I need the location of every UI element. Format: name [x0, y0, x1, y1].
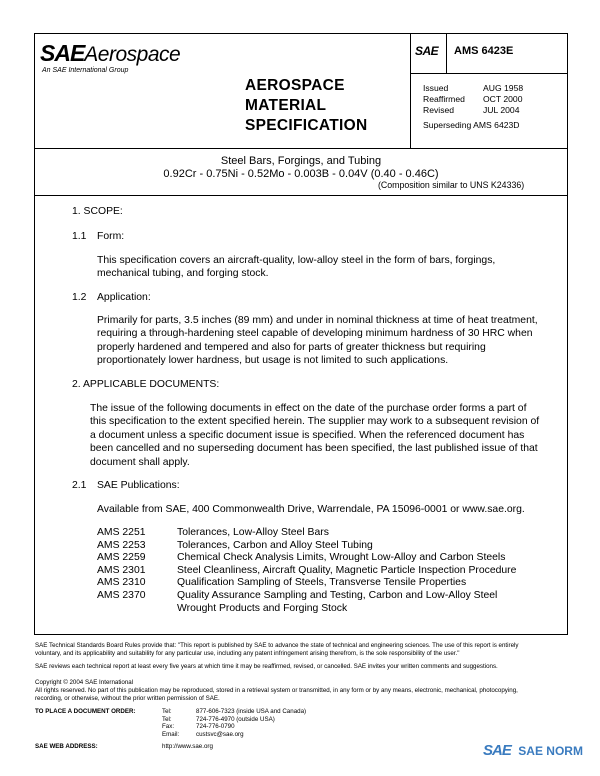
text-line: document shall apply.	[90, 456, 190, 468]
text-line: All rights reserved. No part of this publication may be reproduced, stored in a retrieval system or transmitted, in any form or by any means, electronic, mechanical, photocopying,	[35, 687, 518, 694]
sae-mark: SAE	[415, 44, 439, 58]
document-row	[97, 540, 516, 553]
title-divider	[34, 195, 568, 196]
dates-block	[423, 83, 523, 116]
header-title-line-1: AEROSPACE	[245, 77, 345, 94]
text-line: mechanical tubing, and forging stock.	[97, 268, 269, 280]
email-link[interactable]: custsvc@sae.org	[196, 730, 244, 738]
spec-title-line-1: Steel Bars, Forgings, and Tubing	[220, 155, 382, 167]
document-title: Chemical Check Analysis Limits, Wrought Low-Alloy and Carbon Steels	[177, 552, 506, 564]
document-code: AMS 2370	[97, 589, 146, 601]
footer-copyright: Copyright © 2004 SAE International	[35, 679, 134, 686]
header-title-line-3: SPECIFICATION	[245, 117, 368, 134]
sae-aerospace-logo	[40, 40, 180, 67]
header-title	[245, 76, 367, 136]
issued-value: AUG 1958	[483, 83, 524, 93]
section-1-heading: 1. SCOPE:	[72, 206, 123, 217]
section-1-1-text	[97, 254, 495, 281]
document-row	[97, 565, 516, 578]
text-line: voluntary, and its applicability and suitability for any particular use, including any patent infringement arising therefrom, is the sole responsibility of the user."	[35, 649, 460, 657]
doc-number: AMS 6423E	[454, 45, 514, 57]
document-title: Tolerances, Carbon and Alloy Steel Tubing	[177, 539, 373, 551]
supersedes: Superseding AMS 6423D	[423, 120, 520, 130]
text-line: a document unless a specific document issue is specified. When the referenced document has	[90, 429, 525, 441]
header-title-line-2: MATERIAL	[245, 97, 327, 114]
text-line: Primarily for parts, 3.5 inches (89 mm) and under in nominal thickness at time of heat treatment,	[97, 315, 538, 326]
document-row	[97, 577, 516, 590]
contact-label: Tel:	[162, 708, 172, 715]
document-title: Quality Assurance Sampling and Testing, Carbon and Low-Alloy Steel	[177, 589, 498, 601]
sae-mark-divider	[446, 33, 447, 73]
stamp-sae-text: SAE	[483, 742, 511, 759]
section-1-1-number: 1.1	[72, 231, 87, 242]
text-line: been cancelled and no superseding document has been specified, the last published issue of that	[90, 443, 538, 455]
text-line: recording, or otherwise, without the prior written permission of SAE.	[35, 694, 220, 702]
section-2-1-title: SAE Publications:	[97, 480, 180, 491]
header-divider	[34, 148, 568, 149]
section-1-2-text	[97, 314, 538, 368]
document-title: Wrought Products and Forging Stock	[177, 602, 348, 614]
contact-list	[162, 708, 306, 738]
document-row-continued	[97, 603, 516, 616]
web-link[interactable]: http://www.sae.org	[162, 743, 213, 750]
contact-label: Email:	[162, 730, 180, 738]
spec-title-composition: 0.92Cr - 0.75Ni - 0.52Mo - 0.003B - 0.04V (0.40 - 0.46C)	[163, 168, 439, 180]
logo-aerospace-text: Aerospace	[84, 43, 181, 66]
document-row	[97, 552, 516, 565]
contact-value: 724-776-0790	[196, 723, 235, 731]
revised-label: Revised	[423, 105, 455, 115]
contact-value: 724-776-4970 (outside USA)	[196, 715, 275, 723]
issued-label: Issued	[423, 83, 449, 93]
document-row	[97, 527, 516, 540]
text-line: requiring a through-hardening steel capable of developing minimum hardness of 30 HRC when	[97, 328, 533, 340]
section-2-1-text: Available from SAE, 400 Commonwealth Drive, Warrendale, PA 15096-0001 or www.sae.org.	[97, 504, 525, 515]
section-1-1-title: Form:	[97, 231, 125, 242]
revised-value: JUL 2004	[483, 105, 520, 115]
text-line: this specification to the extent specified herein. The supplier may work to a subsequent revision of	[90, 416, 540, 428]
logo-sae-text: SAE	[40, 40, 85, 66]
header-vertical-divider	[410, 33, 411, 148]
footer-review: SAE reviews each technical report at least every five years at which time it may be reaffirmed, revised, or cancelled. SAE invites your written comments and suggestions.	[35, 663, 498, 670]
reaffirmed-value: OCT 2000	[483, 94, 523, 104]
document-code: AMS 2253	[97, 539, 146, 551]
footer-rights	[35, 687, 575, 702]
reaffirmed-label: Reaffirmed	[423, 94, 465, 104]
section-1-2-title: Application:	[97, 292, 151, 303]
contact-value: 877-606-7323 (inside USA and Canada)	[196, 708, 307, 715]
section-2-heading: 2. APPLICABLE DOCUMENTS:	[72, 379, 220, 390]
section-2-1-number: 2.1	[72, 480, 87, 491]
order-label: TO PLACE A DOCUMENT ORDER:	[35, 708, 136, 715]
text-line: SAE Technical Standards Board Rules provide that: "This report is published by SAE to advance the state of technical and engineering sciences. The use of this report is entirely	[35, 642, 519, 649]
contact-label: Fax:	[162, 723, 175, 731]
document-code: AMS 2301	[97, 564, 146, 576]
section-2-text	[90, 402, 539, 469]
web-label: SAE WEB ADDRESS:	[35, 743, 98, 750]
text-line: This specification covers an aircraft-quality, low-alloy steel in the form of bars, forgings,	[97, 255, 496, 266]
text-line: properly hardened and tempered and also for parts of greater thickness but requiring	[97, 341, 486, 353]
contact-label: Tel:	[162, 715, 172, 723]
footer-rules	[35, 642, 575, 657]
sae-norm-stamp	[483, 742, 595, 768]
docnum-divider	[410, 73, 568, 74]
document-title: Qualification Sampling of Steels, Transverse Tensile Properties	[177, 577, 467, 589]
document-title: Steel Cleanliness, Aircraft Quality, Magnetic Particle Inspection Procedure	[177, 564, 517, 576]
document-code: AMS 2251	[97, 527, 146, 538]
text-line: The issue of the following documents in effect on the date of the purchase order forms a part of	[90, 403, 527, 414]
document-title: Tolerances, Low-Alloy Steel Bars	[177, 527, 329, 538]
stamp-norm-text: SAE NORM	[518, 744, 583, 758]
document-code: AMS 2259	[97, 552, 146, 564]
document-row	[97, 590, 516, 603]
section-1-2-number: 1.2	[72, 292, 87, 303]
logo-subtitle: An SAE International Group	[42, 67, 129, 74]
spec-title-uns: (Composition similar to UNS K24336)	[378, 180, 525, 190]
document-list	[97, 527, 516, 615]
spec-title	[34, 155, 568, 181]
document-code: AMS 2310	[97, 577, 146, 589]
text-line: proportionately lower hardness, but usage is not limited to such applications.	[97, 355, 449, 367]
